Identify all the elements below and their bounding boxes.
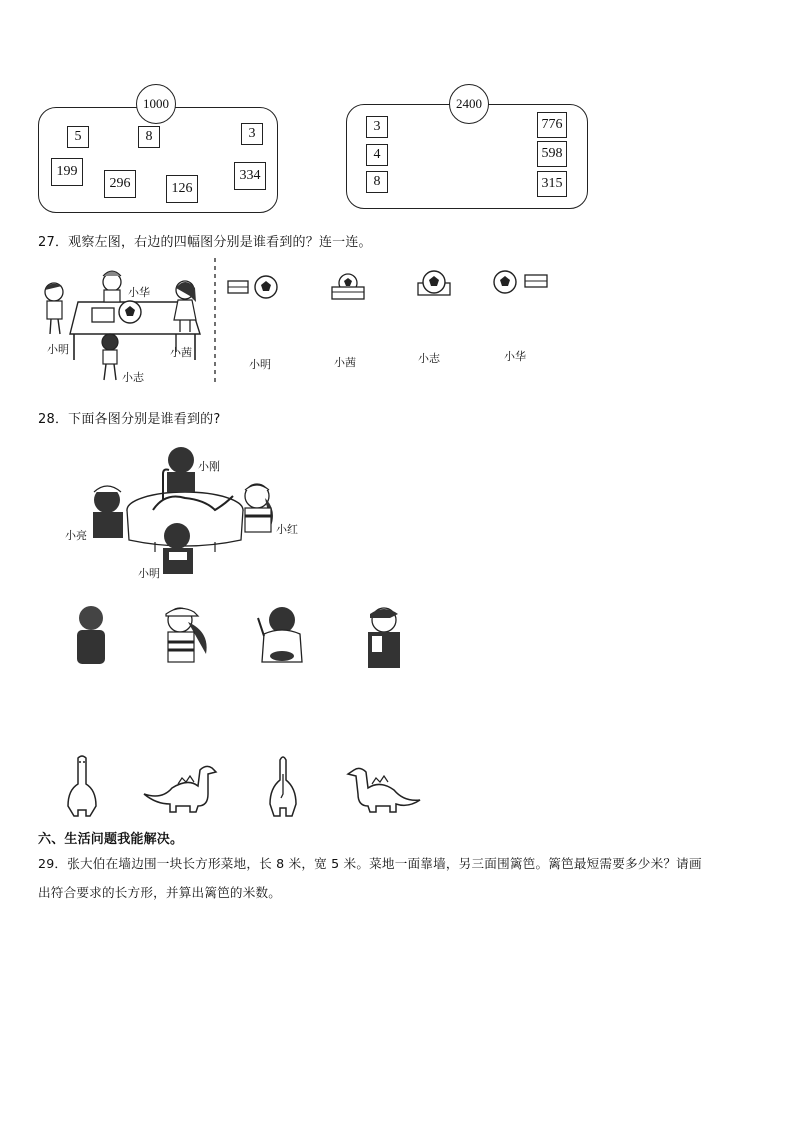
number-box[interactable]: 8 (366, 171, 388, 193)
view-2-illustration[interactable] (330, 273, 366, 301)
number-box[interactable]: 3 (366, 116, 388, 138)
view-label: 小茜 (334, 356, 356, 369)
scene-label: 小刚 (198, 460, 220, 473)
dashed-separator (213, 258, 217, 388)
person-view-4[interactable] (362, 604, 406, 670)
view-4-illustration[interactable] (493, 269, 549, 295)
scene-label: 小亮 (65, 529, 87, 542)
number-box[interactable]: 5 (67, 126, 89, 148)
question-29-line-1: 29．张大伯在墙边围一块长方形菜地，长 8 米，宽 5 米。菜地一面靠墙，另三面围篱笆。篱笆最短需要多少米？请画 (38, 856, 702, 871)
number-box[interactable]: 296 (104, 170, 136, 198)
number-box[interactable]: 776 (537, 112, 567, 138)
view-label: 小志 (418, 352, 440, 365)
number-box[interactable]: 598 (537, 141, 567, 167)
scene-label: 小茜 (170, 346, 192, 359)
dinosaur-view-side-left[interactable] (344, 764, 422, 814)
scene-label: 小红 (276, 523, 298, 536)
dinosaur-view-front[interactable] (64, 754, 100, 818)
number-box[interactable]: 199 (51, 158, 83, 186)
person-view-3[interactable] (256, 604, 308, 668)
question-27-text: 27．观察左图，右边的四幅图分别是谁看到的？连一连。 (38, 235, 372, 250)
section-6-title: 六、生活问题我能解决。 (38, 832, 184, 847)
scene-label: 小明 (138, 567, 160, 580)
scene-label: 小明 (47, 343, 69, 356)
view-label: 小明 (249, 358, 271, 371)
dinosaur-table-scene (85, 440, 285, 580)
scene-label: 小华 (128, 286, 150, 299)
number-box[interactable]: 126 (166, 175, 198, 203)
number-box[interactable]: 4 (366, 144, 388, 166)
dinosaur-view-side-right[interactable] (142, 764, 222, 814)
number-box[interactable]: 8 (138, 126, 160, 148)
left-target-circle: 1000 (136, 84, 176, 124)
view-3-illustration[interactable] (416, 269, 452, 299)
person-view-2[interactable] (158, 604, 214, 666)
question-28-text: 28．下面各图分别是谁看到的? (38, 412, 221, 427)
person-view-1[interactable] (74, 604, 108, 666)
number-box[interactable]: 3 (241, 123, 263, 145)
dinosaur-view-back[interactable] (266, 754, 300, 818)
view-label: 小华 (504, 350, 526, 363)
number-box[interactable]: 334 (234, 162, 266, 190)
scene-label: 小志 (122, 371, 144, 384)
question-29-line-2: 出符合要求的长方形，并算出篱笆的米数。 (38, 885, 282, 900)
right-target-circle: 2400 (449, 84, 489, 124)
view-1-illustration[interactable] (228, 275, 280, 299)
number-box[interactable]: 315 (537, 171, 567, 197)
